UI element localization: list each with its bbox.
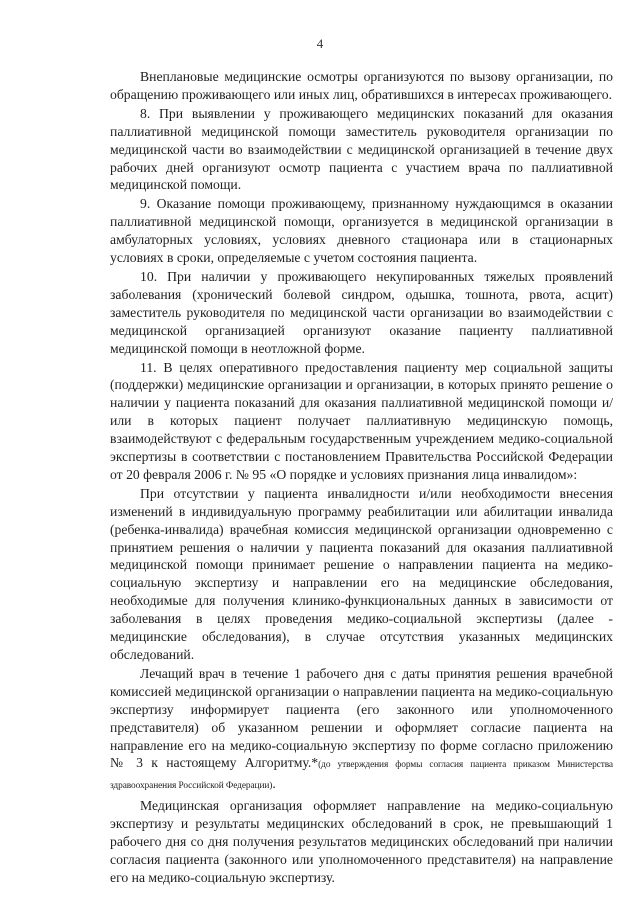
paragraph-no-disability: При отсутствии у пациента инвалидности и/или необходимости внесения изменений в индивидуальную программу реабилитации или абилитации инвалида (ребенка-инвалида) врачебная комиссия медицинской организации одновременно с принятием решения о наличии у пациента показаний для оказания паллиативной медицинской помощи принимает решение о направлении пациента на медико-социальную экспертизу и направлении его на медицинские обследования, необходимые для получения клинико-функциональных данных в зависимости от заболевания в целях проведения медико-социальной экспертизы (далее - медицинские обследования), в случае отсутствия указанных медицинских обследований. (110, 485, 613, 662)
document-body (110, 68, 613, 888)
attending-physician-text: Лечащий врач в течение 1 рабочего дня с даты принятия решения врачебной комиссией медицинской организации о направлении пациента на медико-социальную экспертизу информирует пациента (его законного или уполномоченного представителя) об указанном решении и оформляет согласие пациента на направление его на медико-социальную экспертизу по форме согласно приложению № 3 к настоящему Алгоритму.* (110, 665, 613, 771)
paragraph-unscheduled-exams: Внеплановые медицинские осмотры организуются по вызову организации, по обращению проживающего или иных лиц, обратившихся в интересах проживающего. (110, 69, 613, 102)
page-number: 4 (316, 36, 324, 51)
paragraph-item-9: 9. Оказание помощи проживающему, признанному нуждающимся в оказании паллиативной медицинской помощи, организуется в медицинской организации в амбулаторных условиях, условиях дневного стационара или в стационарных условиях в сроки, определяемые с учетом состояния пациента. (110, 196, 613, 266)
paragraph-attending-physician (110, 665, 613, 796)
paragraph-item-8: 8. При выявлении у проживающего медицинских показаний для оказания паллиативной медицинской помощи заместитель руководителя организации по медицинской части во взаимодействии с медицинской организацией в течение двух рабочих дней организуют осмотр пациента с участием врача по паллиативной медицинской помощи. (110, 105, 613, 193)
paragraph-referral: Медицинская организация оформляет направление на медико-социальную экспертизу и результаты медицинских обследований в срок, не превышающий 1 рабочего дня со дня получения результатов медицинских обследований при наличии согласия пациента (законного или уполномоченного представителя) на направление его на медико-социальную экспертизу. (110, 798, 613, 885)
paragraph-item-11: 11. В целях оперативного предоставления пациенту мер социальной защиты (поддержки) медицинские организации и организации, в которых принято решение о наличии у пациента показаний для оказания паллиативной медицинской помощи и/или в которых пациент получает паллиативную медицинскую помощь, взаимодействуют с федеральным государственным учреждением медико-социальной экспертизы в соответствии с постановлением Правительства Российской Федерации от 20 февраля 2006 г. № 95 «О порядке и условиях признания лица инвалидом»: (110, 359, 613, 482)
attending-physician-end: . (272, 776, 276, 792)
handwritten-footnote: (до утверждения формы согласия пациента приказом Министерства здравоохранения Российской Федерации) (110, 760, 613, 792)
paragraph-item-10: 10. При наличии у проживающего некупированных тяжелых проявлений заболевания (хронический болевой синдром, одышка, тошнота, рвота, асцит) заместитель руководителя по медицинской части организации во взаимодействии с медицинской организацией организуют оказание пациенту паллиативной медицинской помощи в неотложной форме. (110, 268, 613, 356)
